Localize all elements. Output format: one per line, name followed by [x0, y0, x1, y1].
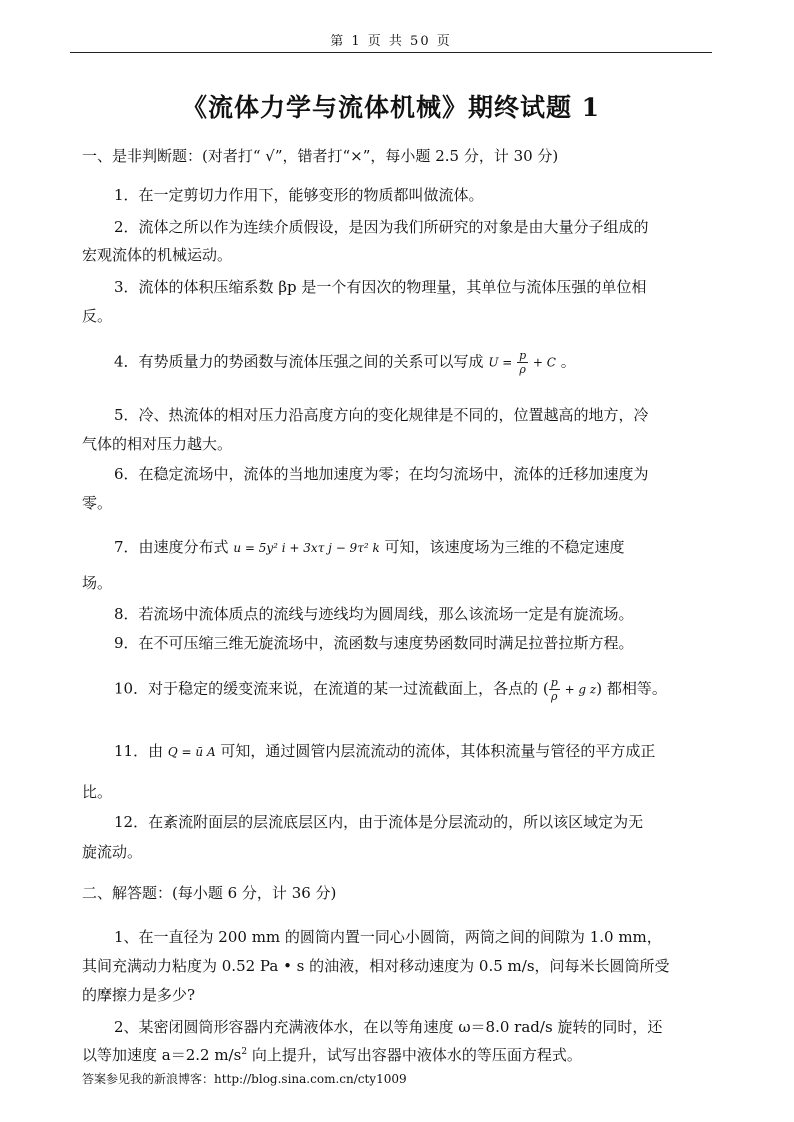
question-10-formula-rhs: + g z [564, 682, 597, 697]
question-4-formula-lhs: U = [488, 355, 513, 370]
question-5-line-1: 5．冷、热流体的相对压力沿高度方向的变化规律是不同的，位置越高的地方，冷 [114, 406, 649, 424]
question-12-line-1: 12．在紊流附面层的层流底层区内，由于流体是分层流动的，所以该区域定为无 [114, 813, 644, 831]
question-10-text-a: 10．对于稳定的缓变流来说，在流道的某一过流截面上，各点的 [114, 679, 539, 698]
question-7-text-a: 7．由速度分布式 [114, 538, 229, 556]
question-10-paren-open: ( [542, 679, 549, 698]
question-8: 8．若流场中流体质点的流线与迹线均为圆周线，那么该流场一定是有旋流场。 [114, 605, 634, 623]
question-3-line-1: 3．流体的体积压缩系数 βp 是一个有因次的物理量，其单位与流体压强的单位相 [114, 278, 647, 296]
page-number-header: 第 1 页 共 50 页 [330, 34, 452, 49]
question-4-text: 4．有势质量力的势函数与流体压强之间的关系可以写成 [114, 352, 484, 371]
question-11-line-2: 比。 [82, 783, 113, 801]
question-5-line-2: 气体的相对压力越大。 [82, 435, 233, 453]
question-4-fraction [517, 349, 528, 376]
question-10-fraction-denominator: ρ [551, 690, 558, 703]
question-4-fraction-numerator: p [519, 349, 527, 362]
problem-2-text-a: 以等加速度 a＝2.2 m/s [82, 1046, 242, 1064]
question-10-text-b: 都相等。 [606, 679, 667, 698]
question-11-formula: Q = ū A [167, 745, 216, 759]
problem-2-exponent: 2 [241, 1047, 248, 1057]
question-6-line-2: 零。 [82, 494, 113, 512]
footer-note: 答案参见我的新浪博客：http://blog.sina.com.cn/cty1009 [82, 1072, 407, 1086]
question-4-end: 。 [560, 352, 576, 371]
question-11-text-a: 11．由 [114, 742, 164, 760]
question-11-line-1 [114, 740, 655, 761]
question-9: 9．在不可压缩三维无旋流场中，流函数与速度势函数同时满足拉普拉斯方程。 [114, 634, 634, 652]
question-7-line-2: 场。 [82, 574, 113, 592]
question-10-paren-close: ) [596, 679, 603, 698]
question-6-line-1: 6．在稳定流场中，流体的当地加速度为零；在均匀流场中，流体的迁移加速度为 [114, 465, 649, 483]
question-7-text-b: 可知，该速度场为三维的不稳定速度 [384, 538, 625, 556]
question-7-formula: u = 5y² i + 3xτ j − 9τ² k [233, 541, 380, 555]
question-2-line-1: 2．流体之所以作为连续介质假设，是因为我们所研究的对象是由大量分子组成的 [114, 218, 649, 236]
problem-1-line-1: 1、在一直径为 200 mm 的圆筒内置一同心小圆筒，两筒之间的间隙为 1.0 mm， [114, 928, 662, 946]
problem-1-line-3: 的摩擦力是多少? [82, 986, 196, 1004]
page-title: 《流体力学与流体机械》期终试题 1 [181, 93, 601, 122]
section-1-heading: 一、是非判断题：(对者打“ √”，错者打“×”，每小题 2.5 分，计 30 分) [82, 147, 559, 165]
question-7-line-1 [114, 536, 625, 557]
question-4-formula-rhs: + C [532, 355, 556, 370]
problem-2-text-b: 向上提升，试写出容器中液体水的等压面方程式。 [247, 1046, 582, 1064]
question-3-line-2: 反。 [82, 307, 113, 325]
question-12-line-2: 旋流动。 [82, 843, 143, 861]
header-divider [70, 52, 712, 53]
question-11-text-b: 可知，通过圆管内层流流动的流体，其体积流量与管径的平方成正 [220, 742, 656, 760]
question-10-fraction [549, 676, 560, 703]
question-4 [114, 349, 576, 376]
section-2-heading: 二、解答题：(每小题 6 分，计 36 分) [82, 884, 337, 902]
question-10 [114, 676, 667, 703]
question-10-fraction-numerator: p [550, 676, 558, 689]
question-1: 1．在一定剪切力作用下，能够变形的物质都叫做流体。 [114, 186, 484, 204]
problem-2-line-2 [82, 1044, 582, 1065]
question-2-line-2: 宏观流体的机械运动。 [82, 246, 233, 264]
problem-2-line-1: 2、某密闭圆筒形容器内充满液体水，在以等角速度 ω＝8.0 rad/s 旋转的同时，还 [114, 1018, 663, 1036]
question-4-fraction-denominator: ρ [519, 363, 526, 376]
problem-1-line-2: 其间充满动力粘度为 0.52 Pa • s 的油液，相对移动速度为 0.5 m/s，问每米长圆筒所受 [82, 957, 670, 975]
